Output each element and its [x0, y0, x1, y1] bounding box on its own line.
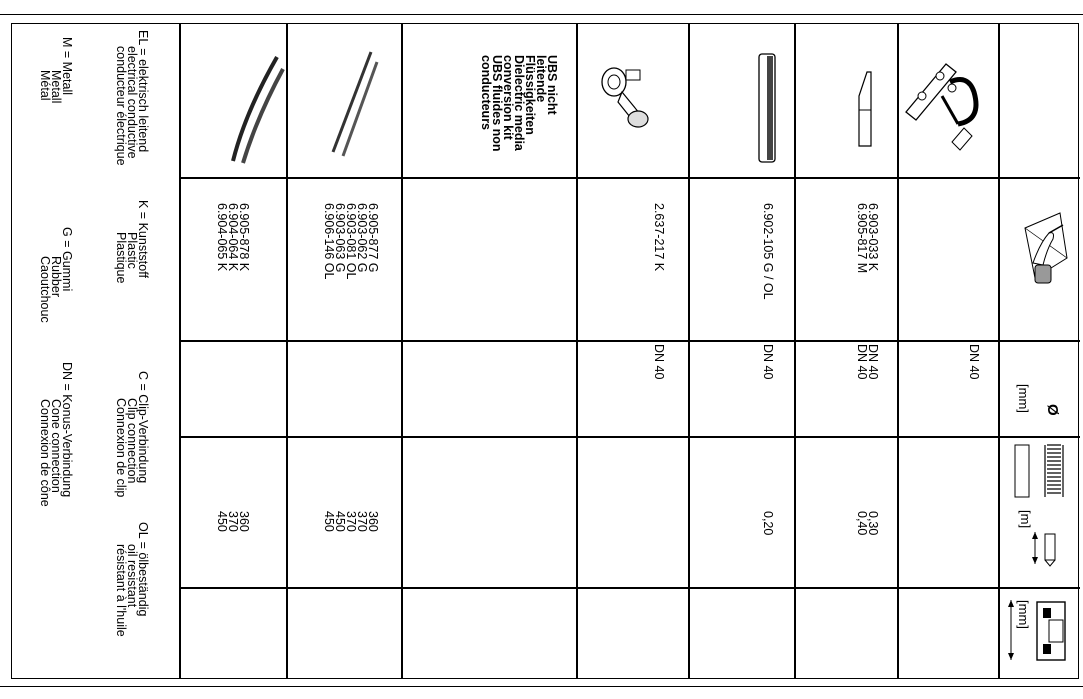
row-divider — [179, 177, 1080, 179]
legend-oil: OL = ölbeständig oil resistant résistant à l'huile — [114, 522, 150, 637]
floor-nozzle-icon — [902, 52, 986, 160]
lengths-row2: 360 370 370 450 450 — [322, 511, 380, 532]
col-divider — [794, 24, 796, 678]
nozzle-width-icon — [1001, 594, 1075, 670]
diameter-row7: DN 40 — [967, 344, 981, 380]
col-divider — [286, 24, 288, 678]
row-divider — [179, 340, 1080, 342]
part-numbers-row5: 6.902-105 G / OL — [761, 203, 775, 300]
diameter-row5: DN 40 — [761, 344, 775, 380]
diameter-row4: DN 40 — [652, 344, 666, 380]
hose-length-icon — [1005, 441, 1073, 501]
col-divider — [576, 24, 578, 678]
diameter-row6: DN 40 DN 40 — [855, 344, 880, 380]
length-row5: 0,20 — [761, 511, 775, 536]
part-numbers-row2: 6.905-877 G 6.903-062 G 6.903-081 OL 6.903-063 G 6.906-146 OL — [322, 203, 380, 280]
thin-tube-pair-icon — [325, 48, 380, 158]
col-divider — [401, 24, 403, 678]
part-numbers-row1: 6.905-878 K 6.904-064 K 6.904-065 K — [215, 203, 251, 272]
col-divider — [998, 24, 1000, 678]
part-numbers-row6: 6.903-033 K 6.905-817 M — [855, 203, 880, 274]
legend-rubber: G = Gummi Rubber Caoutchouc — [38, 227, 74, 323]
col-divider — [688, 24, 690, 678]
dielectric-kit-label: UBS nicht leitende Flüssigkeiten Dielectric media conversion kit UBS fluides non conducteurs — [479, 55, 559, 152]
col-divider — [897, 24, 899, 678]
legend-plastic: K = Kunststoff Plastic Plastique — [114, 200, 150, 284]
tube-length-icon — [1005, 530, 1073, 568]
valve-adapter-icon — [596, 62, 656, 130]
row-divider — [179, 436, 1080, 438]
legend-cone: DN = Konus-Verbindung Cone connection Connexion de cône — [38, 362, 74, 507]
diameter-header: Ø — [1044, 404, 1061, 416]
lengths-row1: 360 370 450 — [215, 511, 251, 532]
bottom-rule — [0, 686, 1083, 687]
legend-metal: M = Metall Metall Métal — [38, 37, 74, 104]
top-rule — [0, 14, 1083, 15]
row-divider — [179, 587, 1080, 589]
legend-electrical: EL = elektrisch leitend electrical conductive conducteur électrique — [114, 30, 150, 166]
width-unit: [mm] — [1016, 600, 1031, 629]
legend-clip: C = Clip-Verbindung Clip connection Connexion de clip — [114, 371, 150, 498]
tube-pair-icon — [225, 53, 285, 165]
lengths-row6: 0,30 0,40 — [855, 511, 880, 536]
col-divider — [179, 24, 181, 678]
nozzle-hand-icon — [1005, 203, 1073, 293]
hose-segment-icon — [757, 50, 779, 166]
diameter-unit: [mm] — [1016, 384, 1031, 413]
length-unit: [m] — [1018, 510, 1033, 529]
part-numbers-row4: 2.637-217 K — [652, 203, 666, 272]
crevice-nozzle-icon — [853, 70, 877, 150]
